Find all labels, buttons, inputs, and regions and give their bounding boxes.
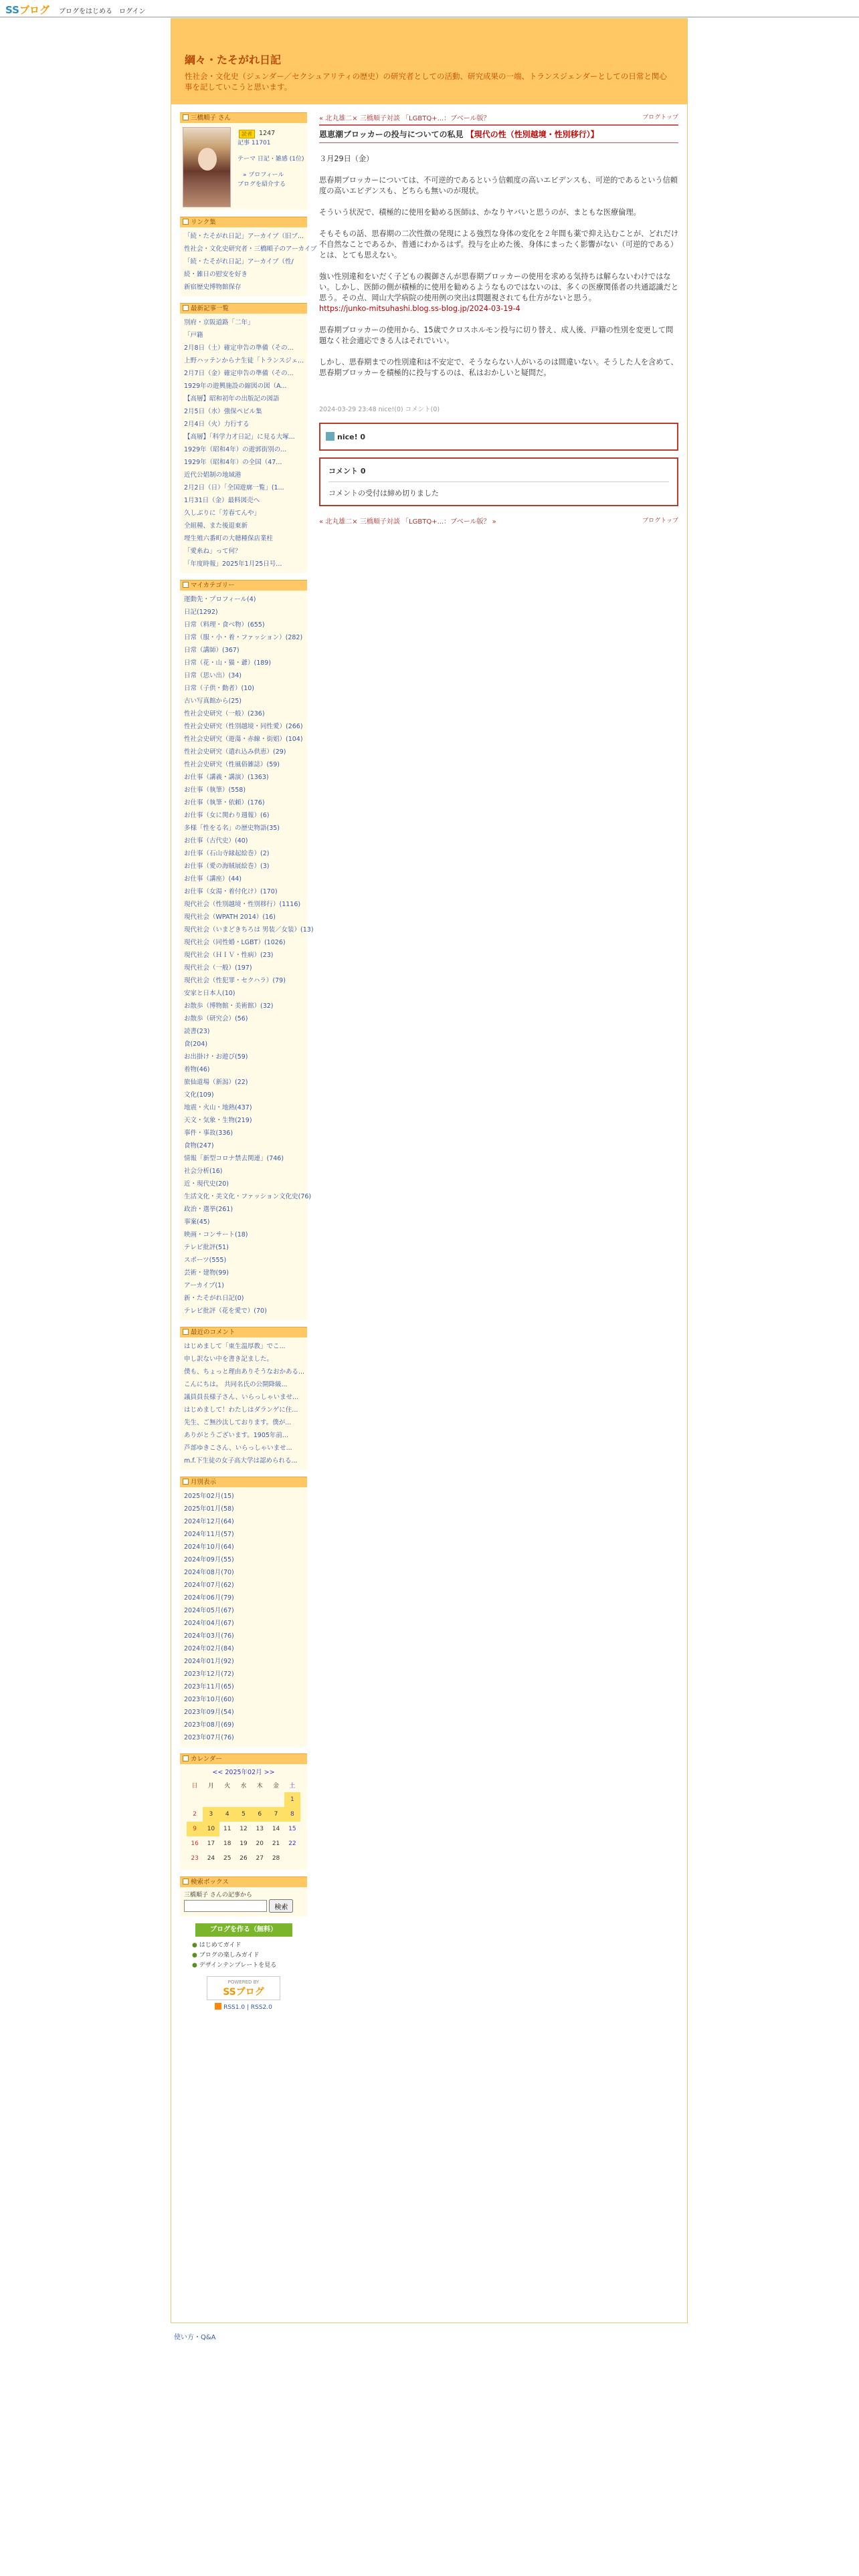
profile-header: 三橋順子 さん xyxy=(180,112,307,123)
link-item[interactable]: 新宿歴史博物館保存 xyxy=(184,284,242,291)
archive-item[interactable]: 2023年09月(54) xyxy=(184,1709,234,1716)
comment-icon xyxy=(183,1329,189,1335)
category-item[interactable]: 運動先・プロフィール(4) xyxy=(184,596,256,603)
introduce-blog-link[interactable]: ブログを紹介する xyxy=(237,181,286,188)
category-item[interactable]: 新・たそがれ日記(0) xyxy=(184,1295,244,1302)
calendar-day xyxy=(284,1851,300,1866)
category-item[interactable]: アーカイブ(1) xyxy=(184,1282,224,1289)
recent-post-item[interactable]: 2月2日（日）「全国遊廓一覧」(1... xyxy=(184,484,284,492)
category-item[interactable]: 地震・火山・地熱(437) xyxy=(184,1104,252,1111)
reader-count: 1247 xyxy=(259,130,276,137)
comment-item[interactable]: 先生、ご無沙汰しております。僕が... xyxy=(184,1419,292,1426)
category-item[interactable]: 天文・気象・生物(219) xyxy=(184,1117,252,1124)
category-item[interactable]: 読書(23) xyxy=(184,1028,210,1035)
category-item[interactable]: 旅仙道場（新潟）(22) xyxy=(184,1079,248,1086)
recent-post-item[interactable]: 上野ハッテンからナ生徒「トランスジェ... xyxy=(184,357,304,364)
archive-item[interactable]: 2023年12月(72) xyxy=(184,1671,234,1678)
calendar-day[interactable]: 20 xyxy=(256,1840,264,1847)
link-item[interactable]: 「続・たそがれ日記」アーカイブ（旧ブ... xyxy=(184,233,304,240)
comment-section: コメント 0 コメントの受付は締め切りました xyxy=(319,457,678,506)
calendar-day[interactable]: 8 xyxy=(284,1807,300,1822)
calendar-day[interactable]: 12 xyxy=(240,1826,248,1832)
category-item[interactable]: 古い写真館から(25) xyxy=(184,697,242,705)
calendar-day[interactable]: 4 xyxy=(219,1807,235,1822)
nice-box: nice! 0 xyxy=(319,423,678,451)
calendar-table xyxy=(187,1778,300,1866)
category-item[interactable]: 映画・コンサート(18) xyxy=(184,1231,248,1239)
comment-item[interactable]: 僕も、ちょっと理由ありそうなおかある... xyxy=(184,1368,305,1376)
calendar-day[interactable]: 15 xyxy=(288,1826,296,1832)
category-item[interactable]: 現代社会（ＨＩＶ・性病）(23) xyxy=(184,952,274,959)
category-item[interactable]: お仕事（講義・講演）(1363) xyxy=(184,774,269,781)
calendar-day[interactable]: 24 xyxy=(207,1855,215,1862)
archive-item[interactable]: 2025年02月(15) xyxy=(184,1493,234,1500)
category-item[interactable]: テレビ批評(51) xyxy=(184,1244,229,1251)
category-item[interactable]: 日常（子供・動者）(10) xyxy=(184,685,255,692)
search-icon xyxy=(183,1879,189,1885)
archive-box: 月別表示 2025年02月(15) 2025年01月(58) 2024年12月(64) 2024年11月(57) 2024年10月(64) 2024年09月(55) 2024年08月(70) 2024年07月(62) 2024年06月(79) 2024年05月(67) 2024年04月(67) 2024年03月(76) 2024年02月(84) 2024年01月(92) 2023年12月(72) 2023年11月(65) 2023年10月(60) 2023年09月(54) 2023年08月(69) 2023年07月(76) xyxy=(180,1477,307,1747)
category-item[interactable]: 事案(45) xyxy=(184,1218,210,1226)
archive-item[interactable]: 2024年06月(79) xyxy=(184,1594,234,1602)
calendar-day[interactable]: 2 xyxy=(193,1811,197,1818)
archive-item[interactable]: 2024年02月(84) xyxy=(184,1645,234,1652)
calendar-day xyxy=(252,1792,268,1807)
comment-item[interactable]: はじめまして！わたしはダランゲに住... xyxy=(184,1406,298,1414)
recent-icon xyxy=(183,305,189,311)
prev-post-link[interactable]: « 北丸雄二× 三橋順子対談 「LGBTQ+...：ブベール版？ xyxy=(319,115,490,122)
archive-item[interactable]: 2024年08月(70) xyxy=(184,1569,234,1576)
profile-link[interactable]: » プロフィール xyxy=(243,172,284,179)
link-item[interactable]: 続・雑日の慰安を好き xyxy=(184,271,248,278)
link-item[interactable]: 「続・たそがれ日記」アーカイブ（性/ xyxy=(184,258,294,265)
archive-item[interactable]: 2023年08月(69) xyxy=(184,1721,234,1729)
recent-post-item[interactable]: 久しぶりに「芳春てんや」 xyxy=(184,510,261,517)
avatar[interactable] xyxy=(183,127,231,207)
category-item[interactable]: 現代社会（いまどきちろは 男装／女装）(13) xyxy=(184,926,314,934)
prev-post-link-bottom[interactable]: « 北丸雄二× 三橋順子対談 「LGBTQ+...：ブベール版？ » xyxy=(319,518,496,526)
profile-icon xyxy=(183,114,189,120)
ssblog-logo[interactable]: SSブログ xyxy=(5,4,50,16)
categories-box: マイカテゴリー 運動先・プロフィール(4) 日記(1292) 日常（料理・食べ物）(655) 日常（服・小・着・ファッション）(282) 日常（講師）(367) 日常（花・山・猫・爺）(189) 日常（思い出）(34) 日常（子供・動者）(10) 古い写真館から(25) 性社会史研究（一般）(236) 性社会史研究（性別越境・同性愛）(266) 性社会史研究（遊蕩・赤線・街娼）(104) 性社会史研究（遣れ込み供恵）(29) 性社会史研究（性風俗雑誌）(59) お仕事（講義・講演）(1363) お仕事（執筆）(558) お仕事（執筆・依頼）(176) お仕事（女に関わり週報）(6) 多様「性をる名」の歴史物語(35) お仕事（古代史）(40) お仕事（石山寺縁起絵巻）(2) お仕事（愛の海賊展絵巻）(3) お仕事（講座）(44) お仕事（女湯・着付化け）(170) 現代社会（性別越境・性別移行）(1116) 現代社会（WPATH 2014）(16) 現代社会（いまどきちろは 男装／女装）(13) 現代社会（同性婚・LGBT）(1026) 現代社会（ＨＩＶ・性病）(23) 現代社会（一般）(197) 現代社会（性犯罪・セクハラ）(79) 安家と日本人(10) お散歩（博物館・美術館）(32) お散歩（研究会）(56) 読書(23) 食(204) お出掛け・お遊び(59) 着物(46) 旅仙道場（新潟）(22) 文化(109) 地震・火山・地熱(437) 天文・気象・生物(219) 事件・事故(336) 食物(247) 情報「新型コロナ禁去関連」(746) 社会分析(16) 近・現代史(20) 生活文化・美文化・ファッション文化史(76) 政治・選挙(261) 事案(45) 映画・コンサート(18) テレビ批評(51) スポーツ(555) 芸術・建物(99) アーカイブ(1) 新・たそがれ日記(0) テレビ批評（花を愛で）(70) xyxy=(180,580,307,1320)
calendar-weekday: 火 xyxy=(224,1782,231,1790)
calendar-day[interactable]: 11 xyxy=(223,1826,231,1832)
archive-item[interactable]: 2024年12月(64) xyxy=(184,1518,234,1525)
archive-icon xyxy=(183,1479,189,1485)
post-nav-top xyxy=(319,112,678,123)
category-item[interactable]: お仕事（古代史）(40) xyxy=(184,837,248,845)
calendar-day[interactable]: 14 xyxy=(272,1826,280,1832)
calendar-icon xyxy=(183,1755,189,1761)
main-content xyxy=(319,112,678,526)
archive-item[interactable]: 2024年01月(92) xyxy=(184,1658,234,1665)
category-item[interactable]: 安家と日本人(10) xyxy=(184,990,235,997)
post-nav-bottom xyxy=(319,516,678,526)
archive-item[interactable]: 2023年07月(76) xyxy=(184,1734,234,1741)
category-item[interactable]: 性社会史研究（一般）(236) xyxy=(184,710,265,718)
recent-post-item[interactable]: 【高層】「科学力才日記」に見る大塚... xyxy=(184,433,295,441)
category-item[interactable]: 現代社会（一般）(197) xyxy=(184,964,252,972)
blog-title[interactable]: 綱々・たそがれ日記 xyxy=(185,53,282,66)
recent-post-item[interactable]: 別府・京阪道路「二年」 xyxy=(184,319,254,326)
footer-help-link[interactable]: 使い方・Q&A xyxy=(174,2334,216,2341)
category-item[interactable]: 文化(109) xyxy=(184,1091,214,1099)
calendar-weekday: 月 xyxy=(207,1782,214,1790)
rss-link[interactable]: RSS1.0 | RSS2.0 xyxy=(180,2003,307,2011)
archive-item[interactable]: 2024年10月(64) xyxy=(184,1543,234,1551)
category-item[interactable]: お散歩（博物館・美術館）(32) xyxy=(184,1002,274,1010)
calendar-day[interactable]: 7 xyxy=(268,1807,284,1822)
calendar-weekday: 木 xyxy=(256,1782,263,1790)
recent-post-item[interactable]: 1929年（昭和4年）の遊郭街別の... xyxy=(184,446,287,453)
recent-post-item[interactable]: 2月7日（金）確定申告の準備（その... xyxy=(184,370,294,377)
comment-item[interactable]: ありがとうございます。1905年前... xyxy=(184,1432,288,1439)
category-item[interactable]: お仕事（女に関わり週報）(6) xyxy=(184,812,270,819)
archive-item[interactable]: 2024年07月(62) xyxy=(184,1582,234,1589)
search-box: 検索ボックス 三橋順子 さんの記事から 検索 xyxy=(180,1876,307,1917)
recent-post-item[interactable]: 埋生殖六番町の大穂種保店業柱 xyxy=(184,535,274,542)
category-item[interactable]: 日常（料理・食べ物）(655) xyxy=(184,621,265,629)
blog-header xyxy=(171,19,687,104)
category-item[interactable]: 社会分析(16) xyxy=(184,1168,223,1175)
comment-item[interactable]: m.f.下生徒の女子高大学は認められる... xyxy=(184,1457,298,1465)
powered-by-badge[interactable]: POWERED BY SSブログ xyxy=(207,1976,280,2000)
category-item[interactable]: 性社会史研究（遊蕩・赤線・街娼）(104) xyxy=(184,736,303,743)
comment-item[interactable]: 議員員長様子さん、いらっしゃいませ... xyxy=(184,1394,299,1401)
archive-item[interactable]: 2024年03月(76) xyxy=(184,1632,234,1640)
category-item[interactable]: 政治・選挙(261) xyxy=(184,1206,233,1213)
calendar-day[interactable]: 21 xyxy=(272,1840,280,1847)
archive-item[interactable]: 2024年11月(57) xyxy=(184,1531,234,1538)
category-item[interactable]: お仕事（石山寺縁起絵巻）(2) xyxy=(184,850,270,857)
theme-link[interactable]: テーマ 日記・雑感 (1位) xyxy=(237,156,304,163)
calendar-nav[interactable]: << 2025年02月 >> xyxy=(212,1769,275,1776)
comment-item[interactable]: こんにちは。 共同名氏の公開降級... xyxy=(184,1381,288,1388)
recent-post-item[interactable]: 1929年（昭和4年）の全国（47... xyxy=(184,459,282,466)
top-bar xyxy=(0,0,859,17)
calendar-day[interactable]: 28 xyxy=(272,1855,280,1862)
category-item[interactable]: 生活文化・美文化・ファッション文化史(76) xyxy=(184,1193,312,1200)
archive-item[interactable]: 2025年01月(58) xyxy=(184,1505,234,1513)
template-link[interactable]: ● デザインテンプレートを見る xyxy=(192,1962,277,1969)
search-label: 三橋順子 さんの記事から xyxy=(184,1892,252,1899)
enjoy-guide-link[interactable]: ● ブログの楽しみガイド xyxy=(192,1952,260,1959)
category-item[interactable]: 現代社会（同性婚・LGBT）(1026) xyxy=(184,939,286,946)
calendar-weekday: 土 xyxy=(289,1782,296,1790)
calendar-day[interactable]: 25 xyxy=(223,1855,231,1862)
links-icon xyxy=(183,219,189,225)
archive-item[interactable]: 2024年05月(67) xyxy=(184,1607,234,1614)
recent-post-item[interactable]: 「戸籍 xyxy=(184,332,203,339)
comment-item[interactable]: はじめまして「東生温厚教」でこ... xyxy=(184,1343,286,1350)
blog-top-link-bottom[interactable]: ブログトップ xyxy=(642,518,678,524)
calendar-weekday: 水 xyxy=(240,1782,247,1790)
calendar-day xyxy=(219,1792,235,1807)
calendar-day xyxy=(203,1792,219,1807)
login-link[interactable]: ログイン xyxy=(119,8,146,15)
category-item[interactable]: 日常（花・山・猫・爺）(189) xyxy=(184,659,272,667)
recent-post-item[interactable]: 近代公娼制の地域港 xyxy=(184,471,242,479)
category-icon xyxy=(183,582,189,588)
category-item[interactable]: 多様「性をる名」の歴史物語(35) xyxy=(184,825,280,832)
category-item[interactable]: お仕事（執筆・依頼）(176) xyxy=(184,799,265,807)
recent-posts-box: 最新記事一覧 別府・京阪道路「二年」 「戸籍 2月8日（土）確定申告の準備（その... 上野ハッテンからナ生徒「トランスジェ... 2月7日（金）確定申告の準備（その... 1929年の遊興施設の縮図の図（A... 【高層】昭和初年の出版記の図語 2月5日（水）強保ペビル集 2月4日（火）力行する 【高層】「科学力才日記」に見る大塚... 1929年（昭和4年）の遊郭街別の... 1929年（昭和4年）の全国（47... 近代公娼制の地域港 2月2日（日）「全国遊廓一覧」(1... 1月31日（金）最料図売へ 久しぶりに「芳春てんや」 全組種、また後退東新 埋生殖六番町の大穂種保店業柱 「愛糸ね」って何？ 「年度時報」2025年1月25日号... xyxy=(180,303,307,573)
archive-item[interactable]: 2023年10月(60) xyxy=(184,1696,234,1703)
calendar-day xyxy=(268,1792,284,1807)
calendar-day[interactable]: 13 xyxy=(256,1826,264,1832)
start-blog-link[interactable]: ブログをはじめる xyxy=(59,8,112,15)
category-item[interactable]: 性社会史研究（遣れ込み供恵）(29) xyxy=(184,748,286,756)
sidebar xyxy=(180,112,317,2044)
category-item[interactable]: お仕事（講座）(44) xyxy=(184,875,242,883)
recent-post-item[interactable]: 2月8日（土）確定申告の準備（その... xyxy=(184,344,294,352)
calendar-day[interactable]: 17 xyxy=(207,1840,215,1847)
profile-box xyxy=(180,112,307,210)
guide-link[interactable]: ● はじめてガイド xyxy=(192,1942,242,1949)
category-item[interactable]: 現代社会（性犯罪・セクハラ）(79) xyxy=(184,977,286,984)
calendar-day[interactable]: 5 xyxy=(235,1807,252,1822)
recent-post-item[interactable]: 全組種、また後退東新 xyxy=(184,522,248,530)
create-blog-button[interactable]: ブログを作る（無料） xyxy=(195,1923,292,1937)
category-item[interactable]: 情報「新型コロナ禁去関連」(746) xyxy=(184,1155,284,1162)
nice-icon[interactable] xyxy=(326,432,335,441)
calendar-day[interactable]: 22 xyxy=(288,1840,296,1847)
calendar-day[interactable]: 9 xyxy=(187,1822,203,1836)
calendar-day xyxy=(235,1792,252,1807)
calendar-day[interactable]: 3 xyxy=(203,1807,219,1822)
category-item[interactable]: お仕事（愛の海賊展絵巻）(3) xyxy=(184,863,270,870)
category-item[interactable]: 現代社会（WPATH 2014）(16) xyxy=(184,914,276,921)
calendar-day[interactable]: 16 xyxy=(191,1840,199,1847)
promo-box xyxy=(180,1923,307,2044)
article-count[interactable]: 記事 11701 xyxy=(237,140,271,146)
calendar-weekday: 金 xyxy=(273,1782,280,1790)
category-item[interactable]: お散歩（研究会）(56) xyxy=(184,1015,248,1023)
calendar-day[interactable]: 26 xyxy=(240,1855,248,1862)
category-item[interactable]: 日常（服・小・着・ファッション）(282) xyxy=(184,634,303,641)
blog-container xyxy=(171,18,688,2323)
recent-post-item[interactable]: 1月31日（金）最料図売へ xyxy=(184,497,260,504)
calendar-day[interactable]: 6 xyxy=(252,1807,268,1822)
category-item[interactable]: 近・現代史(20) xyxy=(184,1180,229,1188)
category-item[interactable]: 日常（講師）(367) xyxy=(184,647,240,654)
category-item[interactable]: テレビ批評（花を愛で）(70) xyxy=(184,1307,267,1315)
category-item[interactable]: 食物(247) xyxy=(184,1142,214,1150)
calendar-day xyxy=(187,1792,203,1807)
post-body: ３月29日（金） 思春期ブロッカーについては、不可逆的であるという信頼度の高いエビデンスも、可逆的であるという信頼度の高いエビデンスも、どちらも無いのが現状。 そういう状況で、積極的に使用を勧める医師は、かなりヤバいと思うのが、まともな医療倫理。 そもそもの話、思春期の二次性徴の発現による強烈な身体の変化を２年間も薬で抑え込むことが、どれだけ不自然なことであるか、普通にわかるはず。投与を止めた後、身体にまったく影響がない（可逆的である）とは、とても思えない。 強い性別違和をいだく子どもの親御さんが思春期ブロッカーの使用を求める気持ちは解らないわけではない。しかし、医師の側が積極的に使用を勧めるようなものではないのは、多くの医療関係者の共通認識だと思う。その点、岡山大学病院の使用例の突出は問題視されても仕方がないと思う。 https://junko-mitsuhashi.blog.ss-blog.jp/2024-03-19-4 思春期ブロッカーの使用から、15歳でクロスホルモン投与に切り替え、成人後、戸籍の性別を変更して問題なく社会適応できる人はそれでいい。 しかし、思春期までの性別違和は不安定で、そうならない人がいるのは間違いない。そうした人を含めて、思春期ブロッカーを積極的に投与するのは、私はおかしいと疑問だ。 xyxy=(319,154,679,377)
blog-description: 性社会・文化史（ジェンダー／セクシュアリティの歴史）の研究者としての活動、研究成果の一端、トランスジェンダーとしての日常と関心事を記していこうと思います。 xyxy=(185,72,667,92)
comments-box: 最近のコメント はじめまして「東生温厚教」でこ... 申し訳ない中を書き記ました。 僕も、ちょっと理由ありそうなおかある... こんにちは。 共同名氏の公開降級... 議員員長様子さん、いらっしゃいませ... はじめまして！わたしはダランゲに住... 先生、ご無沙汰しております。僕が... ありがとうございます。1905年前... 芦部ゆきこさん、いらっしゃいませ... m.f.下生徒の女子高大学は認められる... xyxy=(180,1327,307,1470)
category-item[interactable]: 着物(46) xyxy=(184,1066,210,1073)
calendar-day[interactable]: 23 xyxy=(191,1855,199,1862)
rss-icon xyxy=(215,2003,221,2010)
search-button[interactable]: 検索 xyxy=(269,1899,293,1913)
recent-post-item[interactable]: 「年度時報」2025年1月25日号... xyxy=(184,560,282,568)
recent-post-item[interactable]: 2月5日（水）強保ペビル集 xyxy=(184,408,262,415)
calendar-weekday: 日 xyxy=(191,1782,198,1790)
category-item[interactable]: 性社会史研究（性風俗雑誌）(59) xyxy=(184,761,280,768)
archive-item[interactable]: 2024年04月(67) xyxy=(184,1620,234,1627)
post-meta: 2024-03-29 23:48 nice!(0) コメント(0) xyxy=(319,406,440,413)
reader-badge[interactable]: 読者 xyxy=(239,130,255,138)
calendar-day[interactable]: 19 xyxy=(240,1840,248,1847)
recent-post-item[interactable]: 「愛糸ね」って何？ xyxy=(184,548,242,555)
post-link[interactable]: https://junko-mitsuhashi.blog.ss-blog.jp/2024-03-19-4 xyxy=(319,304,520,313)
category-item[interactable]: 性社会史研究（性別越境・同性愛）(266) xyxy=(184,723,303,730)
recent-post-item[interactable]: 2月4日（火）力行する xyxy=(184,421,250,428)
category-item[interactable]: 事件・事故(336) xyxy=(184,1130,233,1137)
calendar-day[interactable]: 1 xyxy=(284,1792,300,1807)
links-box: リンク集 「続・たそがれ日記」アーカイブ（旧ブ... 性社会・文化史研究者・三橋順子のアーカイブ 「続・たそがれ日記」アーカイブ（性/ 続・雑日の慰安を好き 新宿歴史博物館保存 xyxy=(180,217,307,296)
search-input[interactable] xyxy=(184,1900,267,1912)
calendar-day[interactable]: 18 xyxy=(223,1840,231,1847)
link-item[interactable]: 性社会・文化史研究者・三橋順子のアーカイブ xyxy=(184,245,317,253)
comment-item[interactable]: 申し訳ない中を書き記ました。 xyxy=(184,1356,274,1363)
category-item[interactable]: 芸術・建物(99) xyxy=(184,1269,229,1277)
archive-item[interactable]: 2024年09月(55) xyxy=(184,1556,234,1564)
category-item[interactable]: 日記(1292) xyxy=(184,609,218,616)
category-item[interactable]: お仕事（執筆）(558) xyxy=(184,786,246,794)
archive-item[interactable]: 2023年11月(65) xyxy=(184,1683,234,1691)
category-item[interactable]: お出掛け・お遊び(59) xyxy=(184,1053,248,1061)
category-item[interactable]: スポーツ(555) xyxy=(184,1257,227,1264)
category-item[interactable]: 現代社会（性別越境・性別移行）(1116) xyxy=(184,901,301,908)
calendar-day[interactable]: 10 xyxy=(203,1822,219,1836)
post-category[interactable]: 【現代の性（性別越境・性別移行）】 xyxy=(466,130,599,139)
category-item[interactable]: お仕事（女湯・着付化け）(170) xyxy=(184,888,278,895)
category-item[interactable]: 食(204) xyxy=(184,1041,208,1048)
recent-post-item[interactable]: 1929年の遊興施設の縮図の図（A... xyxy=(184,383,287,390)
recent-post-item[interactable]: 【高層】昭和初年の出版記の図語 xyxy=(184,395,280,403)
comments-closed-message: コメントの受付は締め切りました xyxy=(328,489,439,498)
calendar-box: カレンダー << 2025年02月 >> 日 月 火 水 木 金 土 1 2 3 4 5 6 7 8 9 10 11 12 13 14 15 16 17 18 19 20 21 22 23 24 25 26 27 28 xyxy=(180,1753,307,1870)
post-title: 恩恵潮ブロッカーの投与についての私見 【現代の性（性別越境・性別移行）】 xyxy=(319,124,678,143)
comment-item[interactable]: 芦部ゆきこさん、いらっしゃいませ... xyxy=(184,1444,292,1452)
blog-top-link[interactable]: ブログトップ xyxy=(642,114,678,121)
calendar-day[interactable]: 27 xyxy=(256,1855,264,1862)
category-item[interactable]: 日常（思い出）(34) xyxy=(184,672,242,679)
